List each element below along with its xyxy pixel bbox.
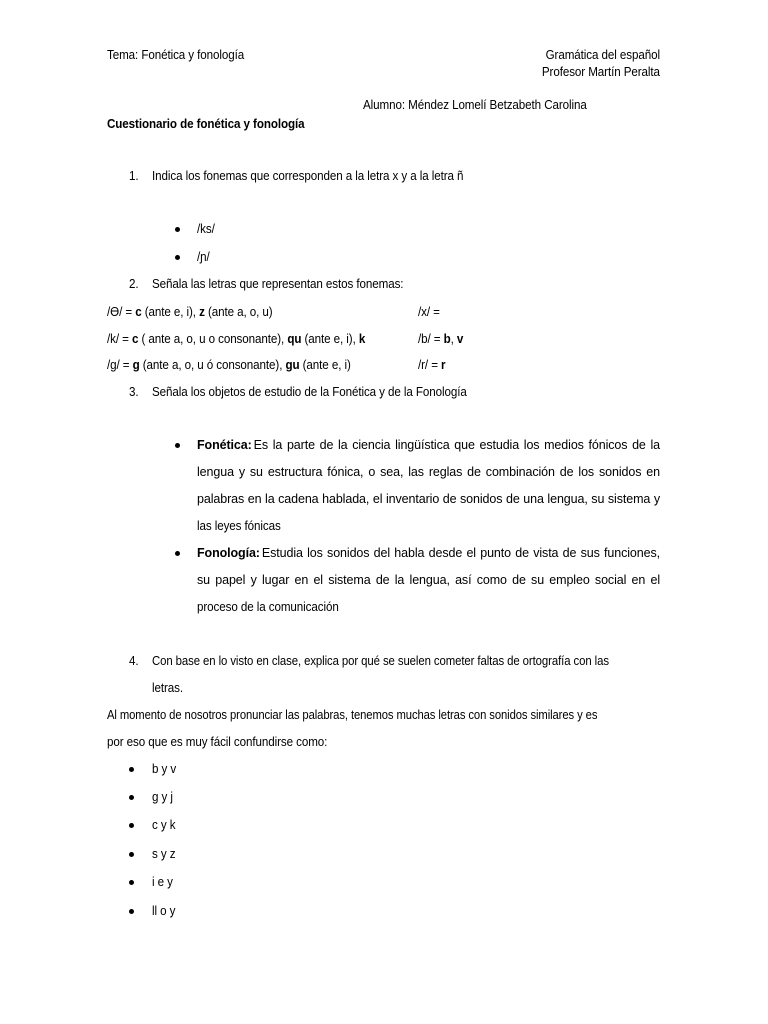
header-topic: Tema: Fonética y fonología (107, 48, 245, 62)
confusable-pair: b y v (152, 762, 177, 776)
q1-number: 1. (129, 169, 139, 183)
confusable-pair: g y j (152, 790, 173, 804)
q4-text-line-2: letras. (152, 681, 184, 695)
fonetica-line-1: Fonética: Es la parte de la ciencia lingüística que estudia los medios fónicos de la (197, 438, 660, 452)
bullet (129, 767, 134, 772)
fonologia-line-3: proceso de la comunicación (197, 600, 339, 614)
q4-number: 4. (129, 654, 139, 668)
q2-number: 2. (129, 277, 139, 291)
q1-answer-x: /ks/ (197, 222, 215, 236)
bullet (175, 443, 180, 448)
phoneme-row-x: /x/ = (418, 305, 440, 319)
phoneme-row-k: /k/ = c ( ante a, o, u o consonante), qu (ante e, i), k (107, 332, 366, 346)
fonetica-line-4: las leyes fónicas (197, 519, 281, 533)
phoneme-row-theta: /Ɵ/ = c (ante e, i), z (ante a, o, u) (107, 305, 273, 319)
q2-text: Señala las letras que representan estos fonemas: (152, 277, 404, 291)
fonologia-line-1: Fonología: Estudia los sonidos del habla desde el punto de vista de sus funciones, (197, 546, 660, 560)
document-title: Cuestionario de fonética y fonología (107, 117, 305, 131)
fonetica-line-2: lengua y su estructura fónica, o sea, las reglas de combinación de los sonidos en (197, 465, 660, 479)
q1-text: Indica los fonemas que corresponden a la letra x y a la letra ñ (152, 169, 464, 183)
header-course: Gramática del español (545, 48, 660, 62)
bullet (129, 823, 134, 828)
bullet (175, 551, 180, 556)
bullet (175, 255, 180, 260)
header-professor: Profesor Martín Peralta (541, 65, 660, 79)
bullet (129, 880, 134, 885)
q3-text: Señala los objetos de estudio de la Fonética y de la Fonología (152, 385, 467, 399)
confusable-pair: i e y (152, 875, 173, 889)
header-student: Alumno: Méndez Lomelí Betzabeth Carolina (363, 98, 587, 112)
phoneme-row-b: /b/ = b, v (418, 332, 464, 346)
q1-answer-enie: /ɲ/ (197, 250, 210, 264)
q4-answer-line-2: por eso que es muy fácil confundirse como: (107, 735, 328, 749)
phoneme-row-r: /r/ = r (418, 358, 446, 372)
phoneme-row-g: /g/ = g (ante a, o, u ó consonante), gu (ante e, i) (107, 358, 351, 372)
bullet (129, 852, 134, 857)
confusable-pair: c y k (152, 818, 176, 832)
q3-number: 3. (129, 385, 139, 399)
bullet (129, 795, 134, 800)
fonetica-line-3: palabras en la cadena hablada, el inventario de sonidos de una lengua, su sistema y (197, 492, 660, 506)
q4-text-line-1: Con base en lo visto en clase, explica por qué se suelen cometer faltas de ortografía con las (152, 654, 609, 668)
confusable-pair: ll o y (152, 904, 176, 918)
fonologia-line-2: su papel y lugar en el sistema de la lengua, así como de su empleo social en el (197, 573, 660, 587)
bullet (129, 909, 134, 914)
q4-answer-line-1: Al momento de nosotros pronunciar las palabras, tenemos muchas letras con sonidos similares y es (107, 708, 598, 722)
confusable-pair: s y z (152, 847, 176, 861)
bullet (175, 227, 180, 232)
